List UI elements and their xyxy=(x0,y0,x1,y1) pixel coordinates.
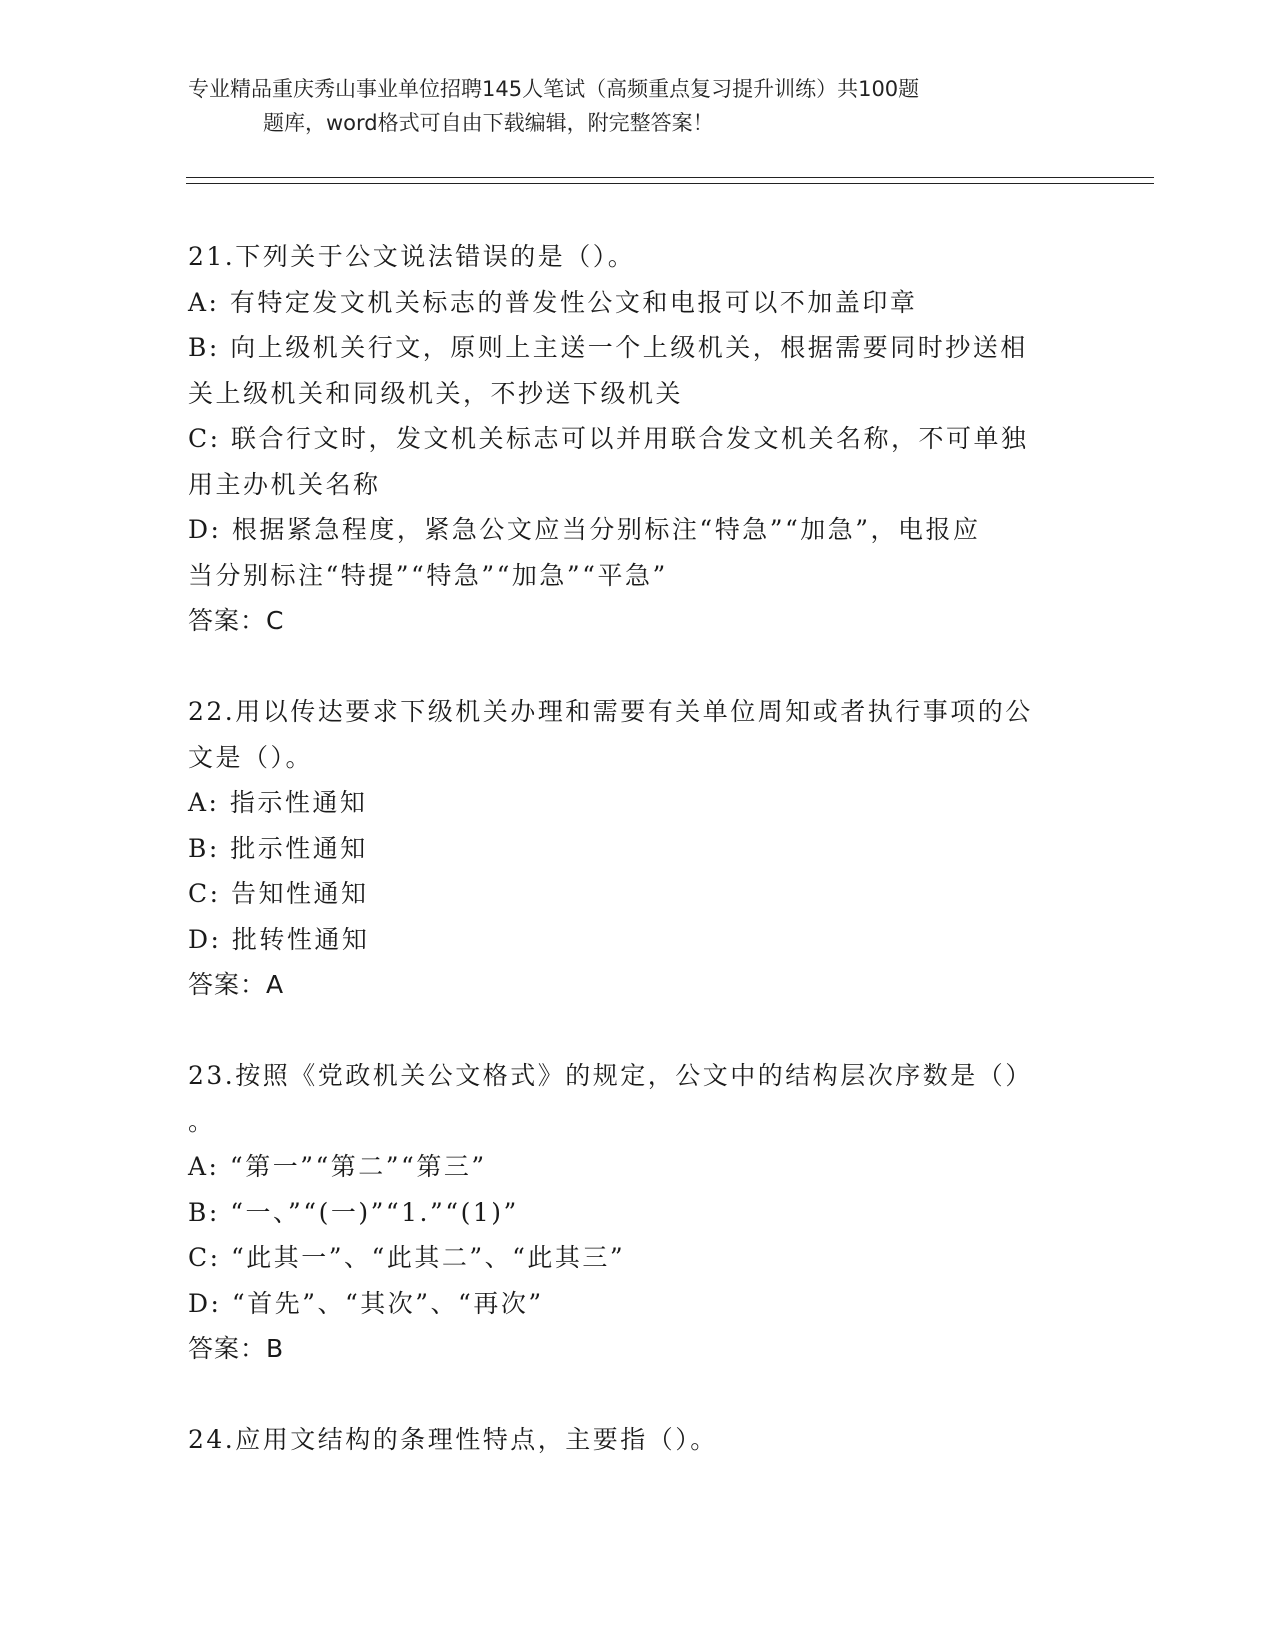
option-line: A: “第一”“第二”“第三” xyxy=(188,1152,487,1181)
question-spacer xyxy=(188,1372,1088,1418)
option-line: B: “一、”“(一)”“1.”“(1)” xyxy=(188,1197,519,1227)
option-line: B: 向上级机关行文，原则上主送一个上级机关，根据需要同时抄送相 xyxy=(188,333,1028,362)
option-line: B: 批示性通知 xyxy=(188,833,368,863)
header-rule-bottom xyxy=(186,183,1154,184)
question-stem-line: 。 xyxy=(188,1106,216,1136)
header-rule-top xyxy=(186,177,1154,178)
option-line: C: 联合行文时，发文机关标志可以并用联合发文机关名称，不可单独 xyxy=(188,424,1029,453)
answer-line: 答案：C xyxy=(188,606,285,635)
option-line: D: 批转性通知 xyxy=(188,924,370,954)
header-title-line-2: 题库，word格式可自由下载编辑，附完整答案！ xyxy=(263,111,714,135)
option-line: D: “首先”、“其次”、“再次” xyxy=(188,1288,544,1318)
document-header xyxy=(188,72,1068,140)
question-stem-line: 23.按照《党政机关公文格式》的规定，公文中的结构层次序数是（） xyxy=(188,1061,1033,1090)
option-line: D: 根据紧急程度，紧急公文应当分别标注“特急”“加急”，电报应 xyxy=(188,515,981,544)
answer-line: 答案：B xyxy=(188,1334,285,1363)
header-title-line-1: 专业精品重庆秀山事业单位招聘145人笔试（高频重点复习提升训练）共100题 xyxy=(188,77,920,101)
option-line: C: 告知性通知 xyxy=(188,879,369,908)
question-stem-line: 22.用以传达要求下级机关办理和需要有关单位周知或者执行事项的公 xyxy=(188,697,1033,726)
option-line: 当分别标注“特提”“特急”“加急”“平急” xyxy=(188,560,668,590)
answer-line: 答案：A xyxy=(188,970,285,999)
question-stem-line: 24.应用文结构的条理性特点，主要指（）。 xyxy=(188,1425,718,1454)
question-stem-line: 21.下列关于公文说法错误的是（）。 xyxy=(188,242,636,271)
option-line: C: “此其一”、“此其二”、“此其三” xyxy=(188,1243,626,1272)
question-stem-line: 文是（）。 xyxy=(188,742,314,772)
question-block xyxy=(188,234,1088,644)
option-line: 关上级机关和同级机关，不抄送下级机关 xyxy=(188,378,684,408)
option-line: 用主办机关名称 xyxy=(188,469,381,499)
question-block xyxy=(188,1053,1088,1372)
option-line: A: 有特定发文机关标志的普发性公文和电报可以不加盖印章 xyxy=(188,287,918,317)
question-spacer xyxy=(188,644,1088,690)
question-block xyxy=(188,689,1088,1008)
question-block xyxy=(188,1417,1088,1463)
question-list xyxy=(188,234,1088,1463)
question-spacer xyxy=(188,1008,1088,1054)
option-line: A: 指示性通知 xyxy=(188,788,368,817)
